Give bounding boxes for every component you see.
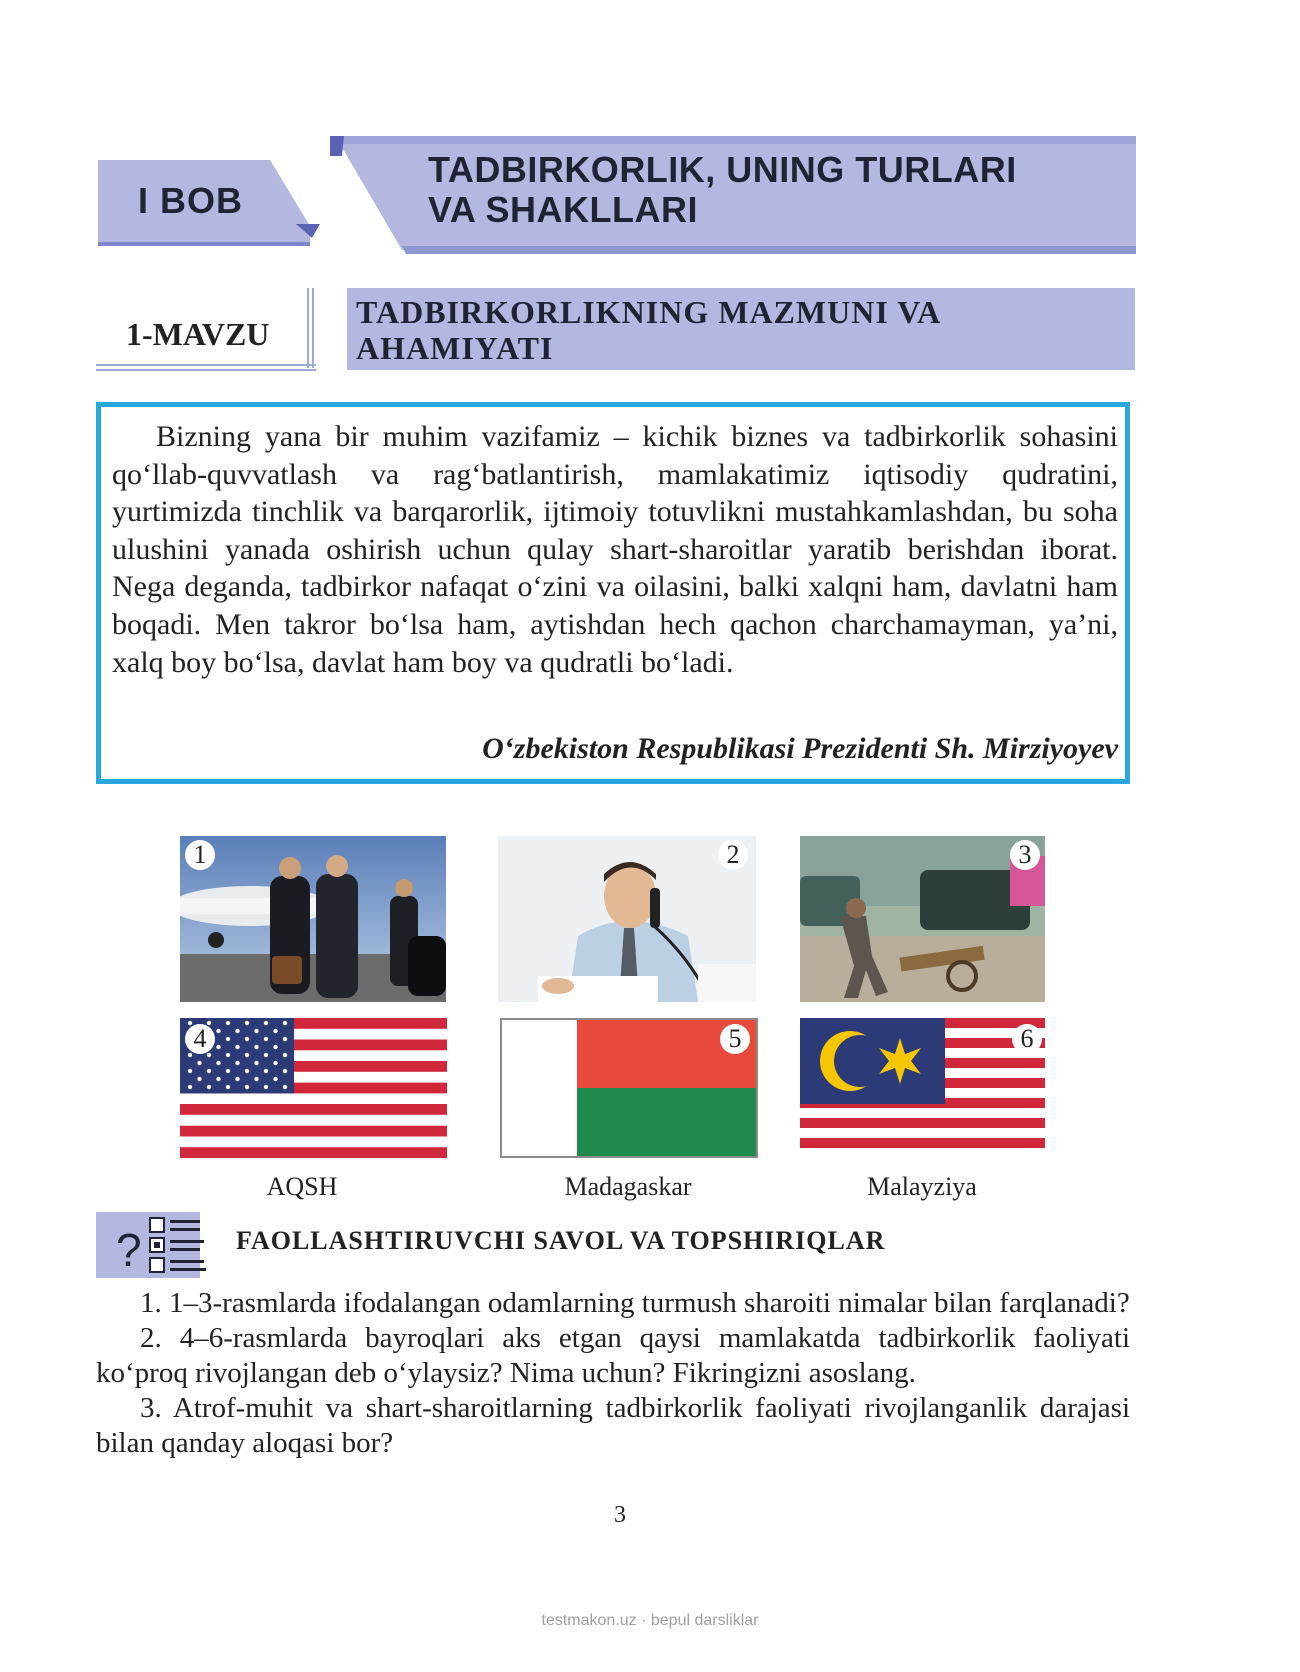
flag-star [207, 1085, 211, 1089]
flag-star [245, 1085, 249, 1089]
flag-star [235, 1029, 239, 1033]
image-badge-1: 1 [185, 840, 215, 870]
flag-star [283, 1085, 287, 1089]
flag-star [273, 1061, 277, 1065]
flag-star [216, 1061, 220, 1065]
flag-star [235, 1077, 239, 1081]
flag-star [188, 1069, 192, 1073]
chapter-title [428, 150, 1017, 230]
flag-star [197, 1061, 201, 1065]
photo-businesspeople-jet [180, 836, 446, 1002]
flag-star [235, 1045, 239, 1049]
flag-star [207, 1021, 211, 1025]
flag-star [264, 1069, 268, 1073]
quote-author: O‘zbekiston Respublikasi Prezidenti Sh. Mirziyoyev [482, 732, 1118, 765]
caption-aqsh: AQSH [266, 1172, 338, 1201]
flag-star [245, 1069, 249, 1073]
flag-star [264, 1021, 268, 1025]
flag-star [207, 1053, 211, 1057]
flag-star [245, 1021, 249, 1025]
questions-heading: FAOLLASHTIRUVCHI SAVOL VA TOPSHIRIQLAR [236, 1226, 886, 1255]
question-text-1: 1. 1–3-rasmlarda ifodalangan odamlarning turmush sharoiti nimalar bilan farqlanadi? [140, 1287, 1130, 1319]
question-text-3: 3. Atrof-muhit va shart-sharoitlarning tadbirkorlik faoliyati rivojlanganlik darajasi bilan qanday aloqasi bor? [96, 1392, 1130, 1459]
flag-star [216, 1045, 220, 1049]
flag-star [245, 1037, 249, 1041]
page-number: 3 [614, 1502, 626, 1528]
flag-star [273, 1077, 277, 1081]
flag-star [283, 1021, 287, 1025]
image-badge-6: 6 [1012, 1024, 1042, 1054]
question-text-2: 2. 4–6-rasmlarda bayroqlari aks etgan qaysi mamlakatda tadbirkorlik faoliyati ko‘proq rivojlangan deb o‘ylaysiz? Nima uchun? Fikringizni asoslang. [96, 1322, 1130, 1389]
image-badge-2: 2 [718, 840, 748, 870]
flag-star [188, 1021, 192, 1025]
photo-street-cart [800, 836, 1045, 1002]
topic-label-underline [96, 364, 316, 371]
flag-star [188, 1085, 192, 1089]
quote-text-container [112, 418, 1118, 681]
flag-star [226, 1021, 230, 1025]
flag-star [283, 1053, 287, 1057]
flag-malaysia [800, 1018, 1045, 1158]
topic-label-divider [307, 288, 314, 368]
flag-star [264, 1085, 268, 1089]
questions-list [96, 1286, 1130, 1461]
question-item [96, 1321, 1130, 1391]
flag-star [254, 1061, 258, 1065]
flag-star [245, 1053, 249, 1057]
flag-star [273, 1045, 277, 1049]
flag-star [254, 1029, 258, 1033]
flag-star [254, 1077, 258, 1081]
flag-star [235, 1061, 239, 1065]
flag-star [264, 1053, 268, 1057]
image-badge-3: 3 [1010, 840, 1040, 870]
flag-star [264, 1037, 268, 1041]
question-item [96, 1391, 1130, 1461]
photo-businessman-phone [498, 836, 756, 1002]
topic-label: 1-MAVZU [126, 316, 270, 352]
chapter-title-line2: VA SHAKLLARI [428, 189, 698, 230]
caption-madagaskar: Madagaskar [564, 1172, 692, 1201]
flag-star [273, 1029, 277, 1033]
flag-star [207, 1069, 211, 1073]
chapter-label: I BOB [138, 180, 244, 221]
svg-text:?: ? [116, 1224, 142, 1276]
question-checklist-icon [96, 1212, 210, 1278]
topic-title-line2: AHAMIYATI [356, 330, 554, 366]
image-badge-5: 5 [720, 1024, 750, 1054]
flag-star [216, 1029, 220, 1033]
flag-star [188, 1053, 192, 1057]
topic-title [356, 294, 941, 366]
quote-text: Bizning yana bir muhim vazifamiz – kichik biznes va tadbirkorlik sohasini qo‘llab-quvvatlash va rag‘batlantirish, mamlakatimiz iqtisodiy qudratini, yurtimizda tinchlik va barqarorlik, ijtimoiy totuvlikni mustahkamlashdan, bu soha ulushini yanada oshirish uchun qulay shart-sharoitlar yaratib berishdan iborat. Nega deganda, tadbirkor nafaqat o‘zini va oilasini, balki xalqni ham, davlatni ham boqadi. Men takror bo‘lsa ham, aytishdan hech qachon charchamayman, ya’ni, xalq boy bo‘lsa, davlat ham boy va qudratli bo‘ladi. [112, 420, 1118, 679]
flag-star [226, 1037, 230, 1041]
flag-star [226, 1085, 230, 1089]
image-badge-4: 4 [185, 1024, 215, 1054]
topic-title-line1: TADBIRKORLIKNING MAZMUNI VA [356, 294, 942, 330]
flag-star [197, 1077, 201, 1081]
flag-star [226, 1069, 230, 1073]
caption-malayziya: Malayziya [867, 1172, 977, 1201]
flag-star [226, 1053, 230, 1057]
question-item [96, 1286, 1130, 1321]
flag-usa [180, 1018, 447, 1158]
footer-watermark: testmakon.uz · bepul darsliklar [541, 1612, 759, 1629]
chapter-title-line1: TADBIRKORLIK, UNING TURLARI [428, 149, 1017, 190]
flag-star [216, 1077, 220, 1081]
flag-star [254, 1045, 258, 1049]
flag-star [283, 1069, 287, 1073]
flag-star [283, 1037, 287, 1041]
